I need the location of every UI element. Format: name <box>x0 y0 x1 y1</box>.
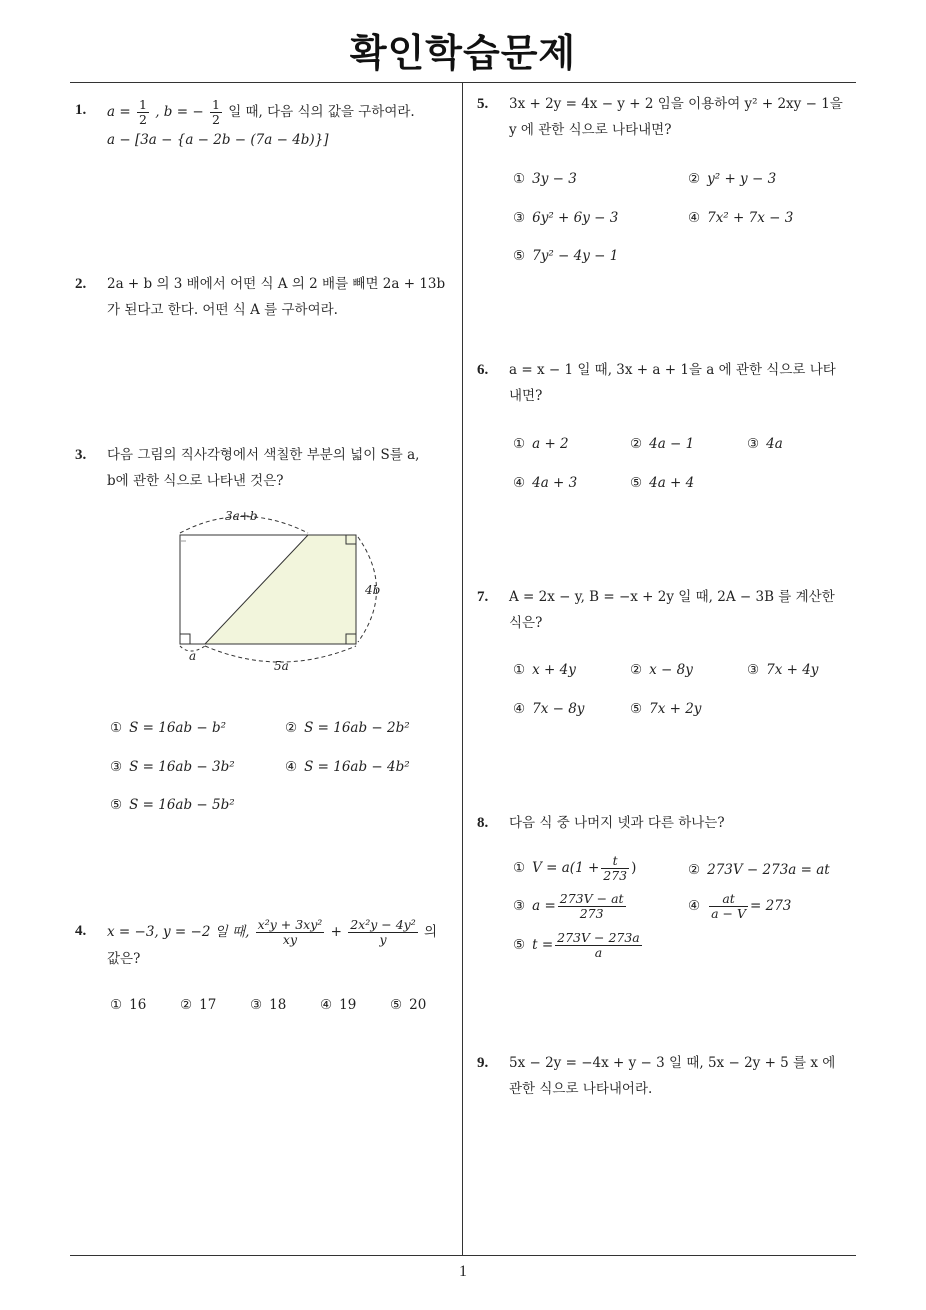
q5-choice-5[interactable]: ⑤ 7y² − 4y − 1 <box>513 248 619 264</box>
q9-line-1: 5x − 2y = −4x + y − 3 일 때, 5x − 2y + 5 를 x 에 <box>509 1055 836 1071</box>
q6-choice-4[interactable]: ④ 4a + 3 <box>513 475 578 491</box>
q8-choice-3[interactable]: ③ a = $\frac{273V - at}{273}$ <box>513 891 624 921</box>
q8-choice-1[interactable]: ① V = a(1 + $\frac{t}{273}$ ) <box>513 853 637 883</box>
q5-choice-1[interactable]: ① 3y − 3 <box>513 171 577 187</box>
q6-line-2: 내면? <box>509 388 543 404</box>
question-number: 2. <box>75 276 87 292</box>
question-number: 7. <box>477 589 489 605</box>
q8-line-1: 다음 식 중 나머지 넷과 다른 하나는? <box>509 815 725 831</box>
q5-choice-3[interactable]: ③ 6y² + 6y − 3 <box>513 210 619 226</box>
q3-choice-5[interactable]: ⑤ S = 16ab − 5b² <box>110 797 235 813</box>
label-bottom-small: a <box>189 649 197 663</box>
q9-line-2: 관한 식으로 나타내어라. <box>509 1081 653 1097</box>
label-right: 4b <box>365 583 381 597</box>
q8-choice-5[interactable]: ⑤ t = $\frac{273V - 273a}{a}$ <box>513 930 640 960</box>
q4-choice-5[interactable]: ⑤ 20 <box>390 997 427 1013</box>
q3-choice-2[interactable]: ② S = 16ab − 2b² <box>285 720 410 736</box>
q4-choice-4[interactable]: ④ 19 <box>320 997 357 1013</box>
q4-choice-2[interactable]: ② 17 <box>180 997 217 1013</box>
label-top: 3a+b <box>225 509 258 523</box>
question-number: 9. <box>477 1055 489 1071</box>
q1-text-post: 일 때, 다음 식의 값을 구하여라. <box>228 104 415 120</box>
q6-choice-3[interactable]: ③ 4a <box>747 436 783 452</box>
q4-choice-3[interactable]: ③ 18 <box>250 997 287 1013</box>
q4-line-2: 값은? <box>107 951 141 967</box>
q2-line-2: 가 된다고 한다. 어떤 식 A 를 구하여라. <box>107 302 338 318</box>
q6-choice-5[interactable]: ⑤ 4a + 4 <box>630 475 695 491</box>
q7-choice-4[interactable]: ④ 7x − 8y <box>513 701 585 717</box>
q1-text-mid: , b = − <box>155 104 204 120</box>
q1-text-pre: a = <box>107 104 131 120</box>
q4-text-pre: x = −3, y = −2 일 때, <box>107 924 250 940</box>
q5-line-2: y 에 관한 식으로 나타내면? <box>509 122 672 138</box>
q7-choice-1[interactable]: ① x + 4y <box>513 662 576 678</box>
q6-line-1: a = x − 1 일 때, 3x + a + 1을 a 에 관한 식으로 나타 <box>509 362 836 378</box>
question-number: 5. <box>477 96 489 112</box>
q6-choice-1[interactable]: ① a + 2 <box>513 436 569 452</box>
q3-line-1: 다음 그림의 직사각형에서 색칠한 부분의 넓이 S를 a, <box>107 447 420 463</box>
question-number: 1. <box>75 102 87 118</box>
rectangle-figure <box>170 500 390 680</box>
q5-line-1: 3x + 2y = 4x − y + 2 임을 이용하여 y² + 2xy − 1을 <box>509 96 843 112</box>
q1-fraction-a: $\frac{1}{2}$ <box>138 97 147 127</box>
q8-choice-2[interactable]: ② 273V − 273a = at <box>688 862 830 878</box>
header-rule <box>70 82 856 83</box>
q4-choice-1[interactable]: ① 16 <box>110 997 147 1013</box>
q4-fraction-2: $\frac{\text{2x²y − 4y²}}{y}$ <box>350 917 416 947</box>
label-bottom: 5a <box>274 659 289 673</box>
q7-choice-5[interactable]: ⑤ 7x + 2y <box>630 701 702 717</box>
shaded-trapezoid <box>205 535 356 644</box>
q3-choice-3[interactable]: ③ S = 16ab − 3b² <box>110 759 235 775</box>
q3-choice-4[interactable]: ④ S = 16ab − 4b² <box>285 759 410 775</box>
q2-line-1: 2a + b 의 3 배에서 어떤 식 A 의 2 배를 빼면 2a + 13b <box>107 276 446 292</box>
q7-choice-3[interactable]: ③ 7x + 4y <box>747 662 819 678</box>
column-divider <box>462 83 463 1255</box>
question-number: 4. <box>75 923 87 939</box>
footer-rule <box>70 1255 856 1256</box>
q3-choice-1[interactable]: ① S = 16ab − b² <box>110 720 227 736</box>
question-number: 3. <box>75 447 87 463</box>
page-number: 1 <box>459 1263 467 1280</box>
q4-plus: + <box>330 924 342 940</box>
q7-choice-2[interactable]: ② x − 8y <box>630 662 693 678</box>
question-number: 6. <box>477 362 489 378</box>
question-number: 8. <box>477 815 489 831</box>
q6-choice-2[interactable]: ② 4a − 1 <box>630 436 695 452</box>
q1-expression: a − [3a − {a − 2b − (7a − 4b)}] <box>107 132 329 148</box>
q5-choice-2[interactable]: ② y² + y − 3 <box>688 171 777 187</box>
q5-choice-4[interactable]: ④ 7x² + 7x − 3 <box>688 210 794 226</box>
q3-line-2: b에 관한 식으로 나타낸 것은? <box>107 473 284 489</box>
q7-line-2: 식은? <box>509 615 543 631</box>
page-title: 확인학습문제 <box>349 31 577 75</box>
q7-line-1: A = 2x − y, B = −x + 2y 일 때, 2A − 3B 를 계산한 <box>509 589 835 605</box>
q1-fraction-b: $\frac{1}{2}$ <box>211 97 220 127</box>
q4-fraction-1: $\frac{\text{x²y + 3xy²}}{xy}$ <box>257 917 323 947</box>
q8-choice-4[interactable]: ④ $\frac{at}{a - V}$ = 273 <box>688 891 792 921</box>
q4-text-post: 의 <box>424 924 438 940</box>
